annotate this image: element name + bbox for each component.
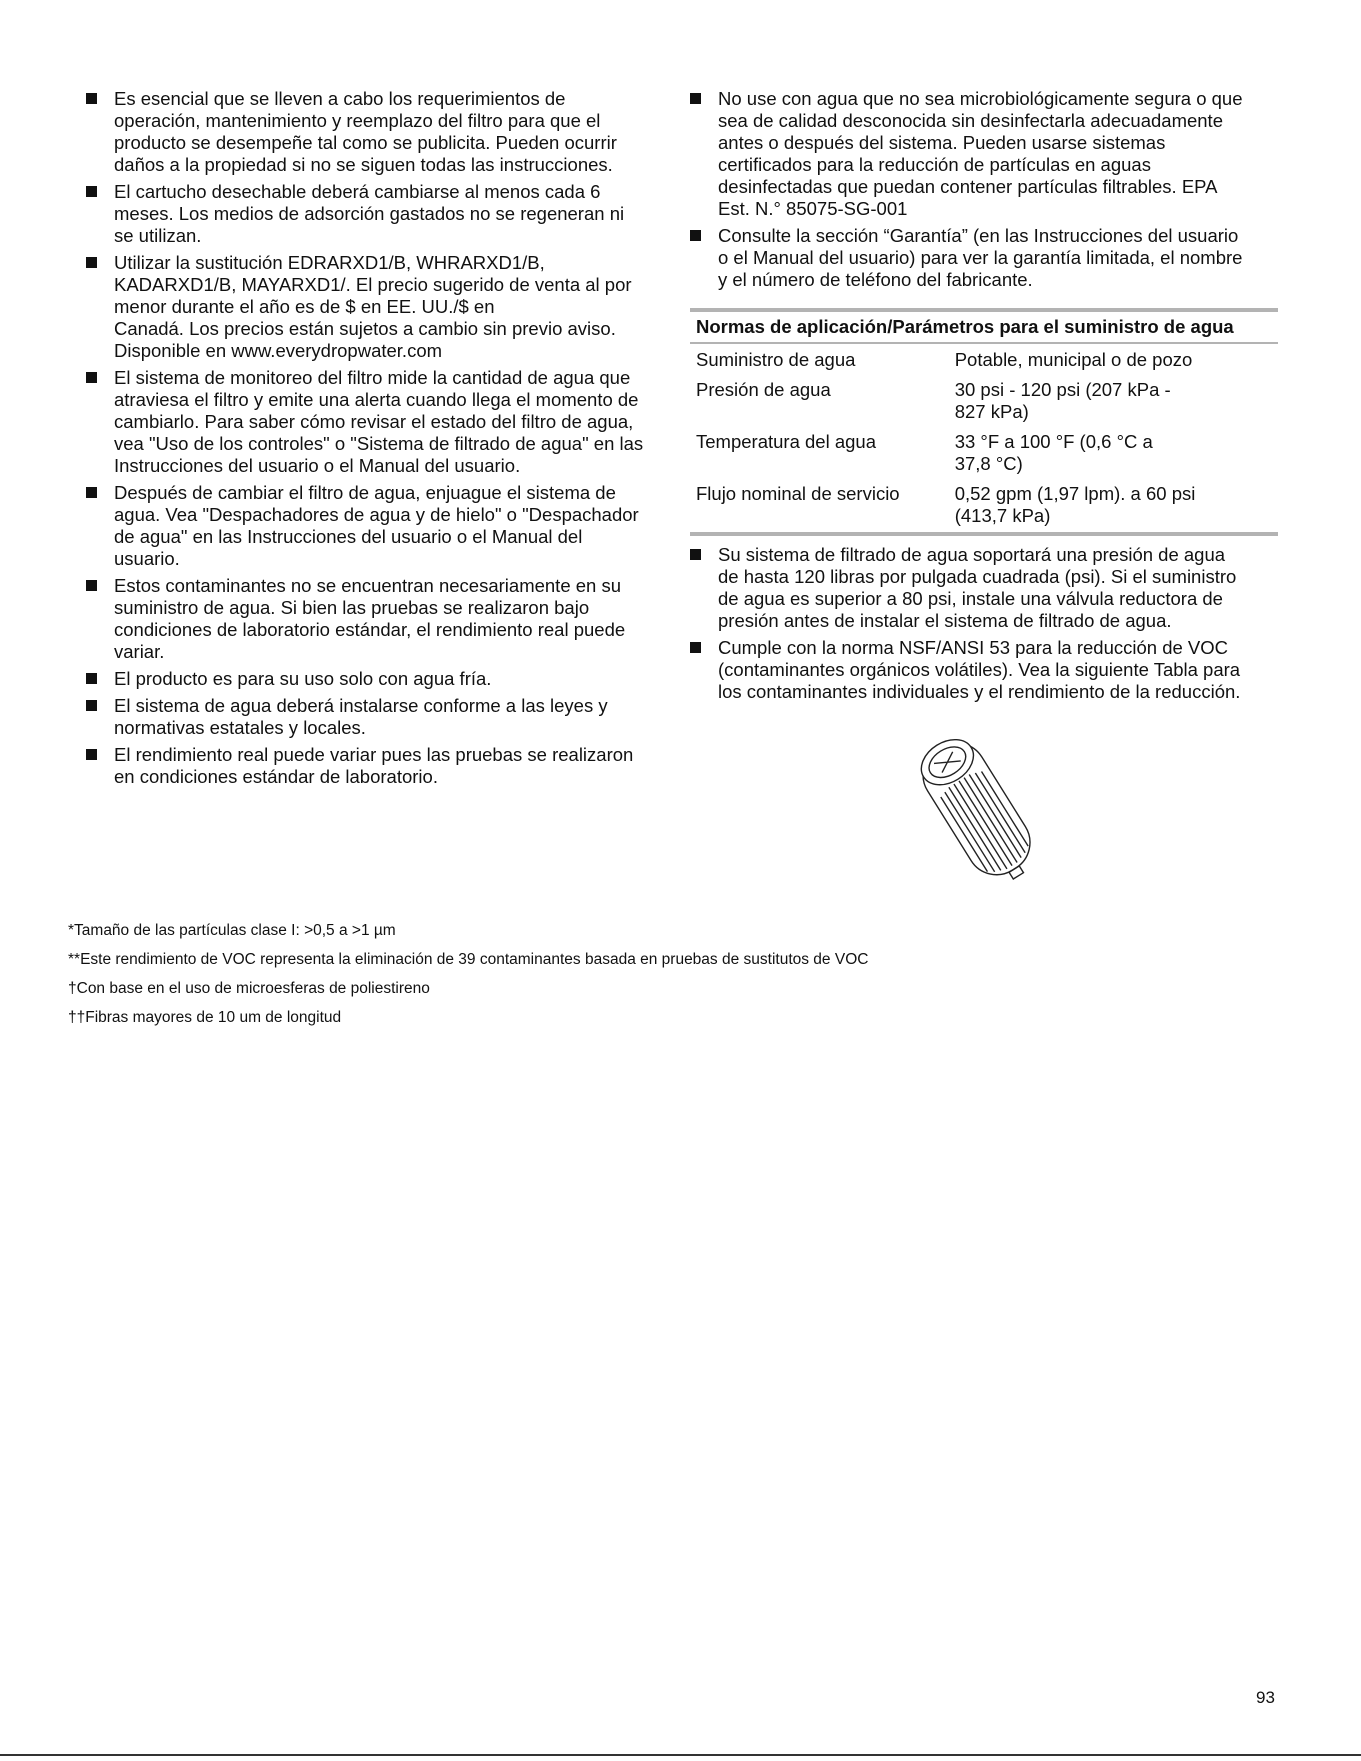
list-item bbox=[86, 252, 680, 362]
bullet-square-icon bbox=[690, 549, 701, 560]
table-row bbox=[690, 375, 1278, 427]
table-row bbox=[690, 343, 1278, 375]
bullet-text: El sistema de agua deberá instalarse conforme a las leyes y normativas estatales y locales. bbox=[114, 695, 608, 738]
left-bullet-list bbox=[86, 88, 680, 788]
bullet-text: Su sistema de filtrado de agua soportará una presión de agua de hasta 120 libras por pulgada cuadrada (psi). Si el suministro de agua es superior a 80 psi, instale una válvula reductora de presión antes de instalar el sistema de filtrado de agua. bbox=[718, 544, 1237, 631]
bullet-text: Estos contaminantes no se encuentran necesariamente en su suministro de agua. Si bien las pruebas se realizaron bajo condiciones de laboratorio estándar, el rendimiento real puede variar. bbox=[114, 575, 626, 662]
page-number: 93 bbox=[1256, 1688, 1275, 1707]
bullet-square-icon bbox=[86, 749, 97, 760]
bullet-square-icon bbox=[86, 580, 97, 591]
water-supply-spec-table bbox=[690, 308, 1278, 536]
water-filter-icon bbox=[914, 718, 1054, 893]
list-item bbox=[86, 744, 680, 788]
bullet-square-icon bbox=[690, 642, 701, 653]
bullet-text: El sistema de monitoreo del filtro mide la cantidad de agua que atraviesa el filtro y emite una alerta cuando llega el momento de cambiarlo. Para saber cómo revisar el estado del filtro de agua, vea "Uso de los controles" o "Sistema de filtrado de agua" en las Instrucciones del usuario o el Manual del usuario. bbox=[114, 367, 644, 476]
bullet-text: Cumple con la norma NSF/ANSI 53 para la reducción de VOC (contaminantes orgánicos volátiles). Vea la siguiente Tabla para los contaminantes individuales y el rendimiento de la reducción. bbox=[718, 637, 1241, 702]
list-item bbox=[86, 88, 680, 176]
bullet-text: Después de cambiar el filtro de agua, enjuague el sistema de agua. Vea "Despachadores de agua y de hielo" o "Despachador de agua" en las Instrucciones del usuario o el Manual del usuario. bbox=[114, 482, 639, 569]
bullet-square-icon bbox=[86, 673, 97, 684]
list-item bbox=[86, 482, 680, 570]
list-item bbox=[86, 668, 680, 690]
bullet-square-icon bbox=[86, 372, 97, 383]
table-row bbox=[690, 427, 1278, 479]
table-row bbox=[690, 479, 1278, 534]
list-item bbox=[690, 637, 1278, 703]
bullet-square-icon bbox=[690, 230, 701, 241]
right-column bbox=[690, 88, 1278, 708]
footnote: †Con base en el uso de microesferas de poliestireno bbox=[68, 980, 430, 997]
list-item bbox=[86, 575, 680, 663]
list-item bbox=[86, 367, 680, 477]
spec-table-title: Normas de aplicación/Parámetros para el suministro de agua bbox=[690, 310, 1278, 343]
bullet-square-icon bbox=[86, 257, 97, 268]
right-bullet-list-top bbox=[690, 88, 1278, 291]
spec-label: Presión de agua bbox=[696, 379, 831, 400]
bullet-square-icon bbox=[86, 487, 97, 498]
footnotes bbox=[68, 920, 1168, 1036]
bullet-square-icon bbox=[86, 186, 97, 197]
page-bottom-rule bbox=[0, 1754, 1361, 1756]
left-column bbox=[86, 88, 680, 793]
list-item bbox=[86, 695, 680, 739]
footnote: **Este rendimiento de VOC representa la eliminación de 39 contaminantes basada en pruebas de sustitutos de VOC bbox=[68, 951, 869, 968]
list-item bbox=[690, 225, 1278, 291]
bullet-text: Utilizar la sustitución EDRARXD1/B, WHRARXD1/B, KADARXD1/B, MAYARXD1/. El precio sugerido de venta al por menor durante el año es de $ en EE. UU./$ en Canadá. Los precios están sujetos a cambio sin previo aviso. Disponible en www.everydropwater.com bbox=[114, 252, 632, 361]
bullet-text: Es esencial que se lleven a cabo los requerimientos de operación, mantenimiento y reemplazo del filtro para que el producto se desempeñe tal como se publicita. Pueden ocurrir daños a la propiedad si no se siguen todas las instrucciones. bbox=[114, 88, 617, 175]
spec-value: Potable, municipal o de pozo bbox=[954, 349, 1193, 370]
right-bullet-list-bottom bbox=[690, 544, 1278, 703]
bullet-text: El rendimiento real puede variar pues las pruebas se realizaron en condiciones estándar de laboratorio. bbox=[114, 744, 634, 787]
bullet-text: Consulte la sección “Garantía” (en las Instrucciones del usuario o el Manual del usuario) para ver la garantía limitada, el nombre y el número de teléfono del fabricante. bbox=[718, 225, 1243, 290]
bullet-text: El producto es para su uso solo con agua fría. bbox=[114, 668, 492, 689]
bullet-square-icon bbox=[86, 700, 97, 711]
spec-label: Temperatura del agua bbox=[696, 431, 876, 452]
list-item bbox=[690, 544, 1278, 632]
list-item bbox=[86, 181, 680, 247]
bullet-text: El cartucho desechable deberá cambiarse al menos cada 6 meses. Los medios de adsorción gastados no se regeneran ni se utilizan. bbox=[114, 181, 625, 246]
list-item bbox=[690, 88, 1278, 220]
bullet-square-icon bbox=[86, 93, 97, 104]
bullet-square-icon bbox=[690, 93, 701, 104]
bullet-text: No use con agua que no sea microbiológicamente segura o que sea de calidad desconocida sin desinfectarla adecuadamente antes o después del sistema. Pueden usarse sistemas certificados para la reducción de partículas en aguas desinfectadas que puedan contener partículas filtrables. EPA Est. N.° 85075-SG-001 bbox=[718, 88, 1243, 219]
spec-value: 33 °F a 100 °F (0,6 °C a 37,8 °C) bbox=[954, 431, 1153, 474]
footnote: ††Fibras mayores de 10 um de longitud bbox=[68, 1009, 342, 1026]
footnote: *Tamaño de las partículas clase I: >0,5 a >1 µm bbox=[68, 922, 396, 939]
spec-value: 0,52 gpm (1,97 lpm). a 60 psi (413,7 kPa) bbox=[949, 479, 1278, 534]
spec-label: Suministro de agua bbox=[696, 349, 856, 370]
spec-label: Flujo nominal de servicio bbox=[690, 479, 949, 534]
spec-value: 30 psi - 120 psi (207 kPa - 827 kPa) bbox=[954, 379, 1171, 422]
water-filter-cartridge-illustration bbox=[914, 718, 1054, 893]
